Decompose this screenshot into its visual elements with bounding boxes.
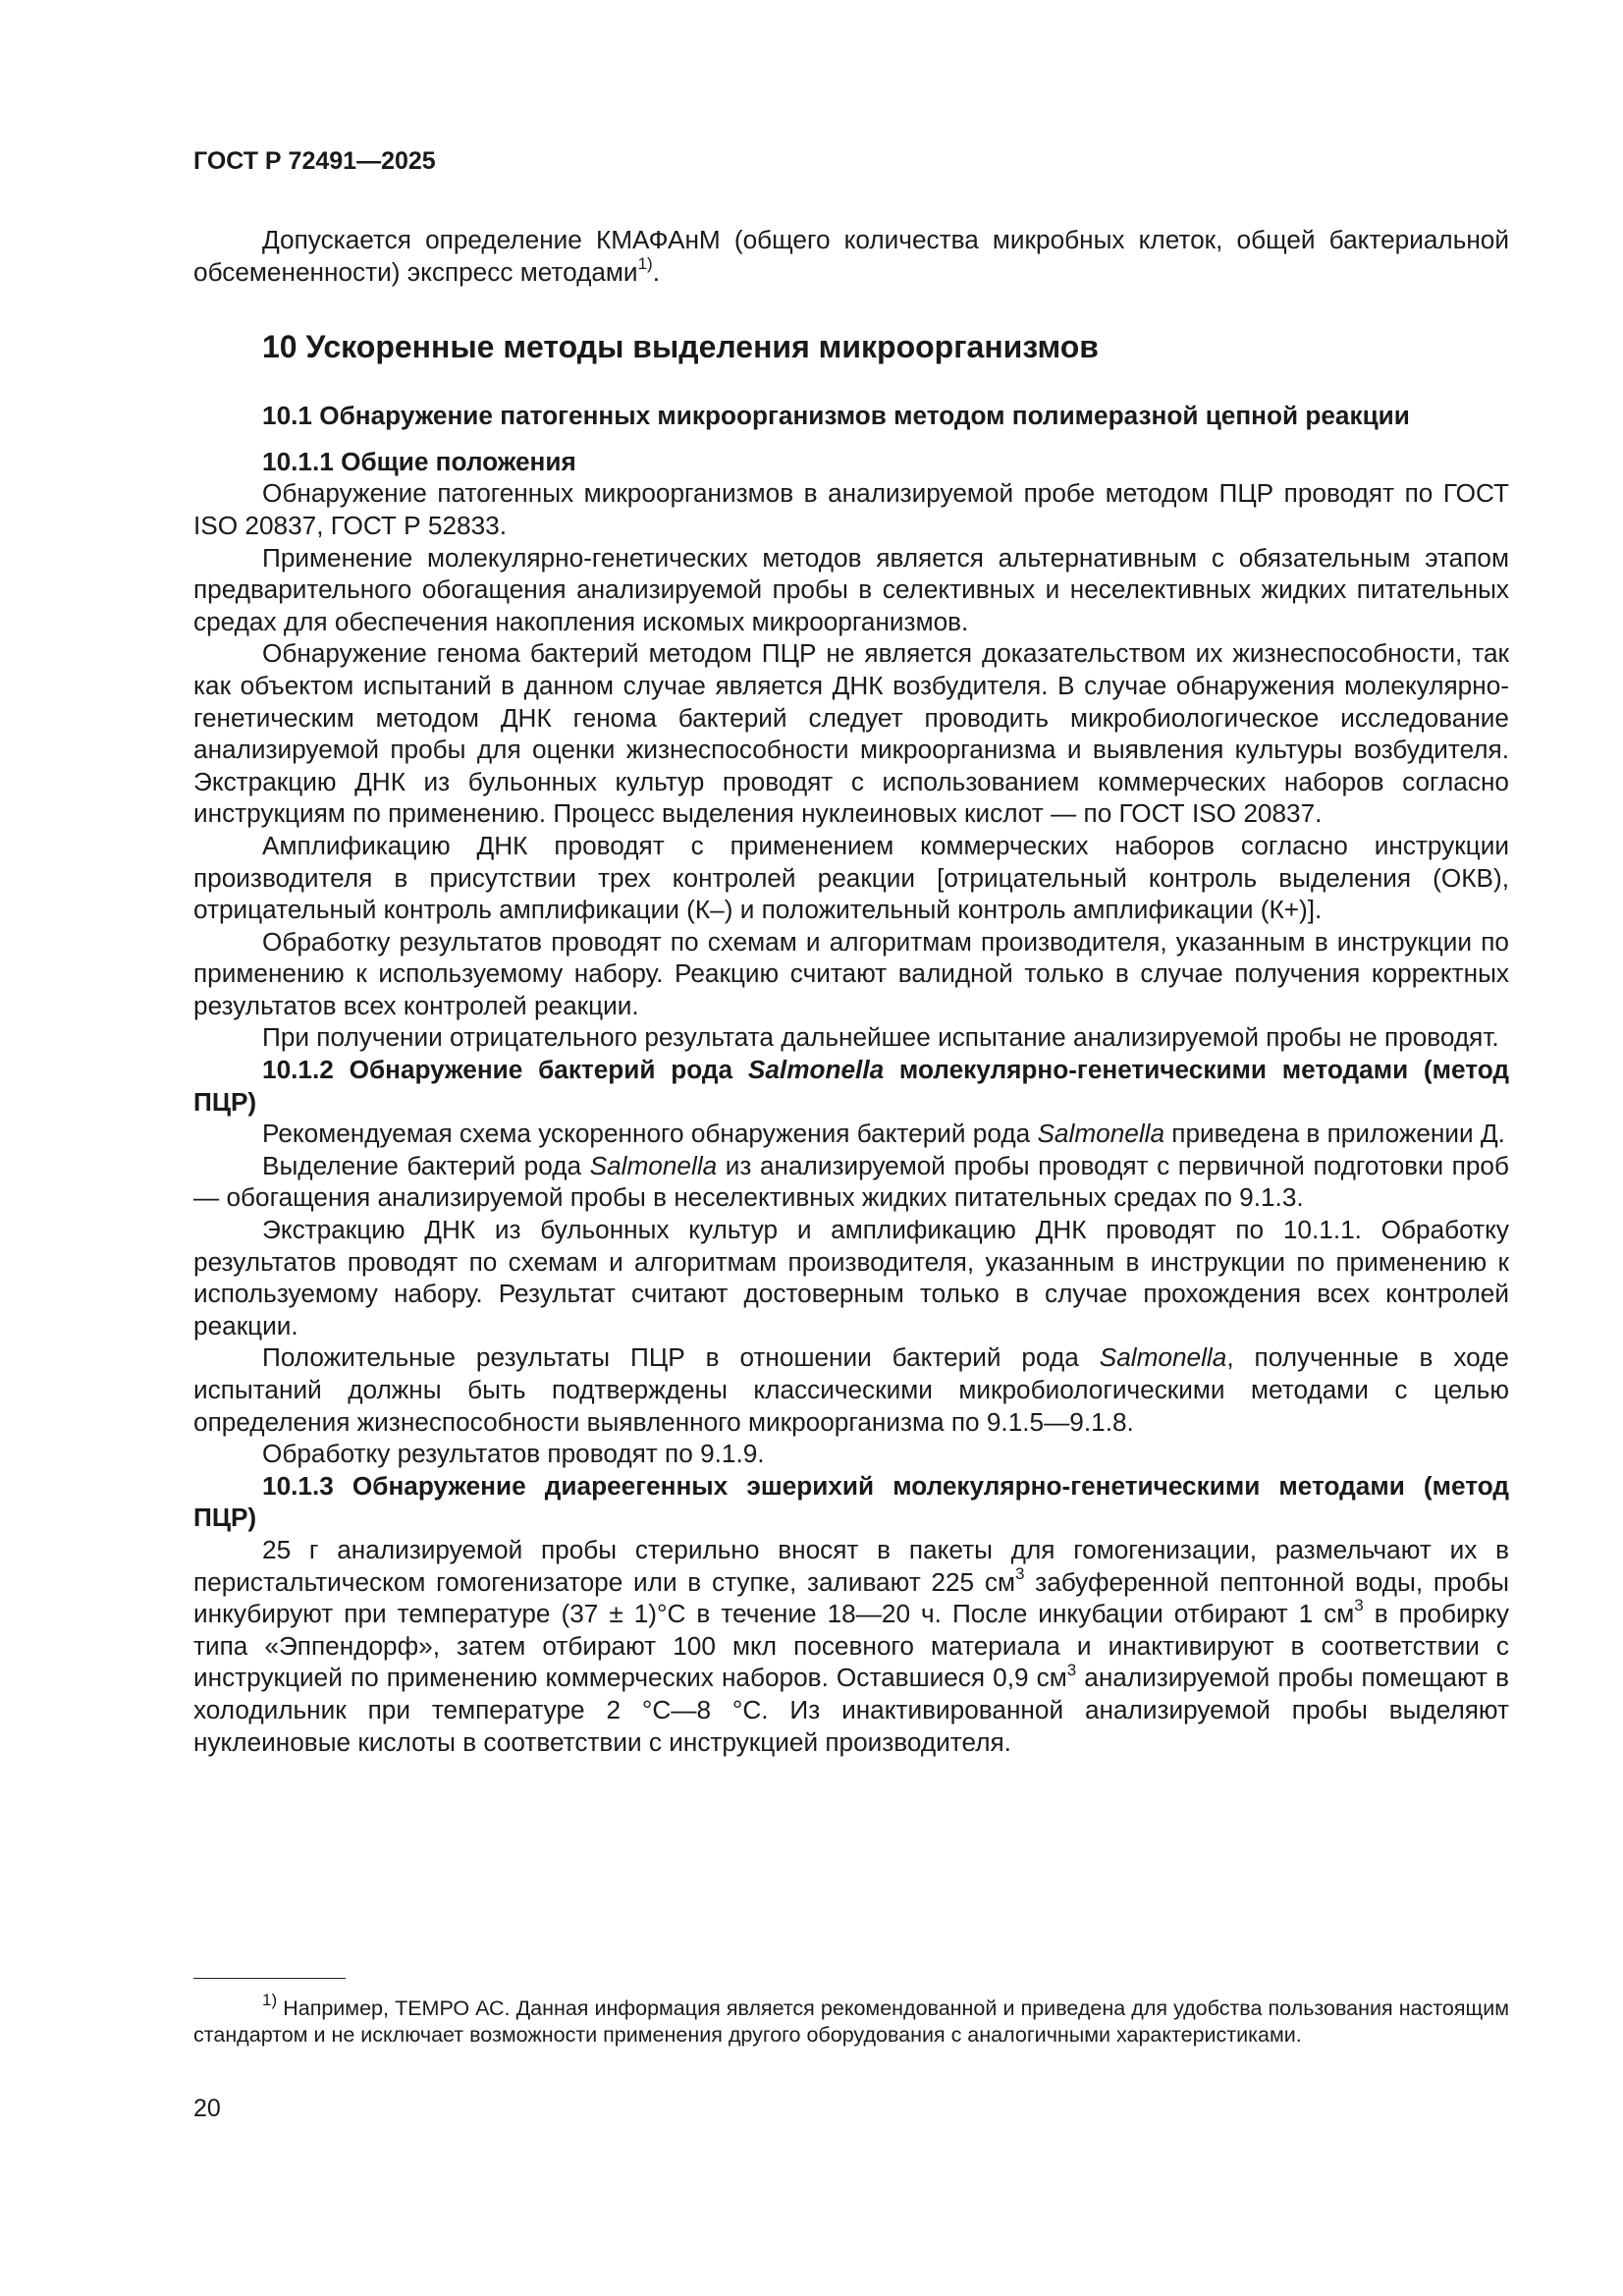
paragraph: 25 г анализируемой пробы стерильно вносят в пакеты для гомогенизации, размельчают их в перистальтическом гомогенизаторе или в ступке, заливают 225 $см^3$ забуференной пептонной воды, пробы инкубируют при температуре (37 ± 1)°С в течение 18—20 ч. После инкубации отбирают 1 $см^3$ в пробирку типа «Эппендорф», затем отбирают 100 мкл посевного материала и инактивируют в соответствии с инструкцией по применению коммерческих наборов. Оставшиеся 0,9 $см^3$ анализируемой пробы помещают в холодильник при температуре 2 °С—8 °С. Из инактивированной анализируемой пробы выделяют нуклеиновые кислоты в соответствии с инструкцией производителя. bbox=[193, 1534, 1510, 1757]
section-10-1-title: 10.1 Обнаружение патогенных микроорганизмов методом полимеразной цепной реакции bbox=[262, 401, 1410, 431]
paragraph: Обработку результатов проводят по 9.1.9. bbox=[262, 1439, 765, 1469]
intro-paragraph: Допускается определение КМАФАнМ (общего количества микробных клеток, общей бактериальной обсемененности) экспресс методами$^{1)}$. bbox=[193, 225, 1509, 287]
section-10-1-1-title: 10.1.1 Общие положения bbox=[262, 446, 576, 476]
paragraph: При получении отрицательного результата дальнейшее испытание анализируемой пробы не проводят. bbox=[262, 1022, 1499, 1053]
paragraph: Экстракцию ДНК из бульонных культур и амплификацию ДНК проводят по 10.1.1. Обработку результатов проводят по схемам и алгоритмам производителя, указанным в инструкции по применению к используемому набору. Результат считают достоверным только в случае прохождения всех контролей реакции. bbox=[193, 1215, 1509, 1340]
standard-header: ГОСТ Р 72491—2025 bbox=[193, 147, 436, 175]
footnote-ref: 1) bbox=[637, 253, 653, 273]
paragraph: Обнаружение генома бактерий методом ПЦР не является доказательством их жизнеспособности, так как объектом испытаний в данном случае является ДНК возбудителя. В случае обнаружения молекулярно-генетическим методом ДНК генома бактерий следует проводить микробиологическое исследование анализируемой пробы для оценки жизнеспособности микроорганизма и выявления культуры возбудителя. Экстракцию ДНК из бульонных культур проводят с использованием коммерческих наборов согласно инструкциям по применению. Процесс выделения нуклеиновых кислот — по ГОСТ ISO 20837. bbox=[193, 638, 1509, 829]
footnote-mark: 1) bbox=[262, 1990, 278, 2009]
section-10-1-3-title: 10.1.3 Обнаружение диареегенных эшерихий молекулярно-генетическими методами (метод ПЦР) bbox=[193, 1470, 1509, 1533]
document-body bbox=[193, 224, 1509, 1758]
paragraph: Амплификацию ДНК проводят с применением коммерческих наборов согласно инструкции производителя в присутствии трех контролей реакции [отрицательный контроль выделения (ОКВ), отрицательный контроль амплификации (К–) и положительный контроль амплификации (К+)]. bbox=[193, 830, 1509, 925]
footnote-text: $^{1)}$ Например, ТЕМРО АС. Данная информация является рекомендованной и приведена для удобства пользования настоящим стандартом и не исключает возможности применения другого оборудования с аналогичными характеристиками. bbox=[193, 1990, 1509, 2047]
paragraph: Положительные результаты ПЦР в отношении бактерий рода Salmonella, полученные в ходе испытаний должны быть подтверждены классическими микробиологическими методами с целью определения жизнеспособности выявленного микроорганизма по 9.1.5—9.1.8. bbox=[193, 1342, 1509, 1437]
paragraph: Обработку результатов проводят по схемам и алгоритмам производителя, указанным в инструкции по применению к используемому набору. Реакцию считают валидной только в случае получения корректных результатов всех контролей реакции. bbox=[193, 926, 1509, 1020]
paragraph: Применение молекулярно-генетических методов является альтернативным с обязательным этапом предварительного обогащения анализируемой пробы в селективных и неселективных жидких питательных средах для обеспечения накопления искомых микроорганизмов. bbox=[193, 542, 1509, 636]
section-10-1-2-title: 10.1.2 Обнаружение бактерий рода Salmonella молекулярно-генетическими методами (метод ПЦР) bbox=[193, 1055, 1509, 1117]
paragraph: Рекомендуемая схема ускоренного обнаружения бактерий рода Salmonella приведена в приложении Д. bbox=[262, 1119, 1505, 1149]
paragraph: Выделение бактерий рода Salmonella из анализируемой пробы проводят с первичной подготовки проб — обогащения анализируемой пробы в неселективных жидких питательных средах по 9.1.3. bbox=[193, 1150, 1509, 1213]
page-number: 20 bbox=[193, 2095, 221, 2122]
footnote-divider bbox=[193, 1978, 346, 1979]
section-10-title: 10 Ускоренные методы выделения микроорганизмов bbox=[262, 329, 1099, 365]
paragraph: Обнаружение патогенных микроорганизмов в анализируемой пробе методом ПЦР проводят по ГОСТ ISO 20837, ГОСТ Р 52833. bbox=[193, 478, 1509, 540]
footnote bbox=[193, 1990, 1509, 2049]
